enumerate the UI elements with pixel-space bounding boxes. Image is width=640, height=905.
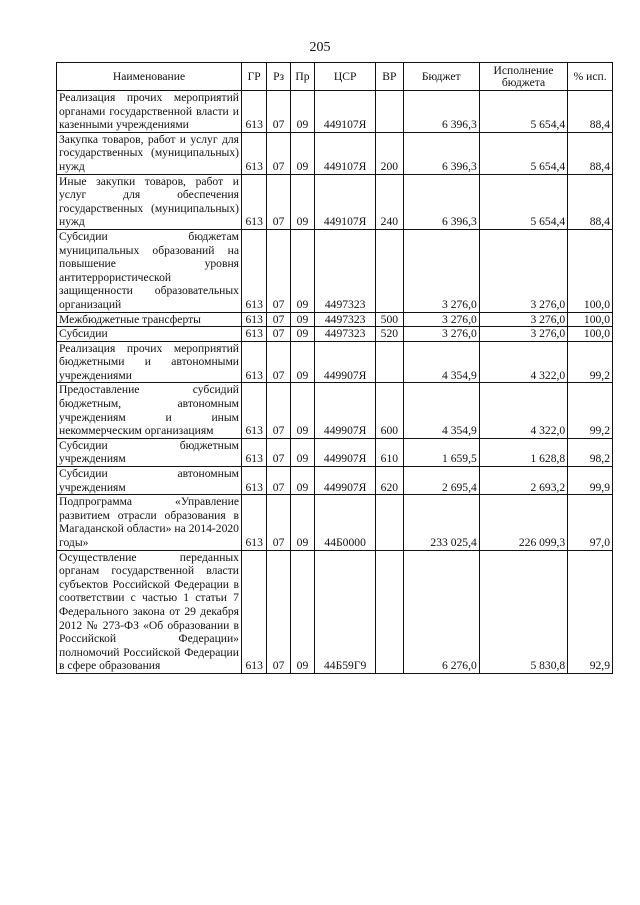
row-rz: 07 xyxy=(267,229,290,312)
row-pr: 09 xyxy=(290,312,314,327)
row-gr: 613 xyxy=(241,550,266,673)
row-execution: 3 276,0 xyxy=(479,312,567,327)
row-rz: 07 xyxy=(267,341,290,383)
row-budget: 1 659,5 xyxy=(403,438,479,466)
row-percent: 100,0 xyxy=(568,327,613,342)
row-vr: 520 xyxy=(376,327,403,342)
header-execution: Исполнение бюджета xyxy=(479,63,567,91)
row-name: Субсидии автономным учреждениям xyxy=(57,467,242,495)
row-execution: 3 276,0 xyxy=(479,327,567,342)
row-execution: 226 099,3 xyxy=(479,495,567,550)
row-rz: 07 xyxy=(267,550,290,673)
row-vr xyxy=(376,229,403,312)
row-name: Субсидии бюджетным учреждениям xyxy=(57,438,242,466)
row-name: Закупка товаров, работ и услуг для государственных (муниципальных) нужд xyxy=(57,132,242,174)
row-csr: 449907Я xyxy=(315,438,376,466)
row-gr: 613 xyxy=(241,174,266,229)
row-rz: 07 xyxy=(267,467,290,495)
row-vr xyxy=(376,341,403,383)
row-rz: 07 xyxy=(267,312,290,327)
row-percent: 99,9 xyxy=(568,467,613,495)
row-gr: 613 xyxy=(241,341,266,383)
row-gr: 613 xyxy=(241,383,266,438)
row-name: Иные закупки товаров, работ и услуг для обеспечения государственных (муниципальных) нужд xyxy=(57,174,242,229)
header-rz: Рз xyxy=(267,63,290,91)
row-pr: 09 xyxy=(290,132,314,174)
row-vr: 610 xyxy=(376,438,403,466)
row-execution: 5 654,4 xyxy=(479,174,567,229)
row-csr: 44Б0000 xyxy=(315,495,376,550)
row-rz: 07 xyxy=(267,495,290,550)
row-pr: 09 xyxy=(290,495,314,550)
row-csr: 449907Я xyxy=(315,341,376,383)
row-name: Реализация прочих мероприятий органами государственной власти и казенными учреждениями xyxy=(57,91,242,133)
table-row xyxy=(57,550,613,673)
row-execution: 3 276,0 xyxy=(479,229,567,312)
row-percent: 92,9 xyxy=(568,550,613,673)
row-gr: 613 xyxy=(241,229,266,312)
row-name: Подпрограмма «Управление развитием отрасли образования в Магаданской области» на 2014-2020 годы» xyxy=(57,495,242,550)
table-row xyxy=(57,341,613,383)
row-rz: 07 xyxy=(267,383,290,438)
table-row xyxy=(57,312,613,327)
row-budget: 6 276,0 xyxy=(403,550,479,673)
row-vr: 200 xyxy=(376,132,403,174)
page-number: 205 xyxy=(309,40,331,55)
header-gr: ГР xyxy=(241,63,266,91)
table-header-row xyxy=(57,63,613,91)
row-percent: 100,0 xyxy=(568,312,613,327)
row-percent: 97,0 xyxy=(568,495,613,550)
row-execution: 5 830,8 xyxy=(479,550,567,673)
row-execution: 5 654,4 xyxy=(479,91,567,133)
header-name: Наименование xyxy=(57,63,242,91)
row-rz: 07 xyxy=(267,91,290,133)
table-row xyxy=(57,383,613,438)
row-budget: 3 276,0 xyxy=(403,229,479,312)
row-budget: 3 276,0 xyxy=(403,312,479,327)
table-row xyxy=(57,132,613,174)
row-csr: 449907Я xyxy=(315,467,376,495)
row-name: Субсидии бюджетам муниципальных образований на повышение уровня антитеррористической защищенности образовательных организаций xyxy=(57,229,242,312)
row-pr: 09 xyxy=(290,383,314,438)
row-percent: 88,4 xyxy=(568,91,613,133)
row-vr: 500 xyxy=(376,312,403,327)
row-gr: 613 xyxy=(241,495,266,550)
row-budget: 3 276,0 xyxy=(403,327,479,342)
row-name: Субсидии xyxy=(57,327,242,342)
table-row xyxy=(57,327,613,342)
row-budget: 233 025,4 xyxy=(403,495,479,550)
row-csr: 4497323 xyxy=(315,327,376,342)
row-gr: 613 xyxy=(241,438,266,466)
row-percent: 98,2 xyxy=(568,438,613,466)
header-vr: ВР xyxy=(376,63,403,91)
row-name: Межбюджетные трансферты xyxy=(57,312,242,327)
row-execution: 2 693,2 xyxy=(479,467,567,495)
row-name: Реализация прочих мероприятий бюджетными и автономными учреждениями xyxy=(57,341,242,383)
row-rz: 07 xyxy=(267,174,290,229)
row-csr: 449107Я xyxy=(315,132,376,174)
row-pr: 09 xyxy=(290,341,314,383)
row-execution: 5 654,4 xyxy=(479,132,567,174)
row-csr: 449107Я xyxy=(315,174,376,229)
row-pr: 09 xyxy=(290,438,314,466)
row-vr xyxy=(376,550,403,673)
row-vr: 240 xyxy=(376,174,403,229)
row-budget: 4 354,9 xyxy=(403,383,479,438)
row-pr: 09 xyxy=(290,229,314,312)
row-gr: 613 xyxy=(241,91,266,133)
row-percent: 88,4 xyxy=(568,132,613,174)
header-percent: % исп. xyxy=(568,63,613,91)
row-csr: 449107Я xyxy=(315,91,376,133)
row-pr: 09 xyxy=(290,327,314,342)
row-execution: 4 322,0 xyxy=(479,341,567,383)
row-percent: 99,2 xyxy=(568,341,613,383)
row-budget: 4 354,9 xyxy=(403,341,479,383)
row-gr: 613 xyxy=(241,312,266,327)
row-pr: 09 xyxy=(290,91,314,133)
row-csr: 44Б59Г9 xyxy=(315,550,376,673)
row-vr: 600 xyxy=(376,383,403,438)
row-pr: 09 xyxy=(290,467,314,495)
row-budget: 2 695,4 xyxy=(403,467,479,495)
row-rz: 07 xyxy=(267,327,290,342)
row-name: Предоставление субсидий бюджетным, автономным учреждениям и иным некоммерческим организациям xyxy=(57,383,242,438)
budget-table xyxy=(56,62,613,674)
row-csr: 4497323 xyxy=(315,312,376,327)
table-row xyxy=(57,467,613,495)
row-vr: 620 xyxy=(376,467,403,495)
row-vr xyxy=(376,495,403,550)
row-rz: 07 xyxy=(267,132,290,174)
row-gr: 613 xyxy=(241,132,266,174)
row-rz: 07 xyxy=(267,438,290,466)
row-budget: 6 396,3 xyxy=(403,174,479,229)
row-budget: 6 396,3 xyxy=(403,132,479,174)
table-row xyxy=(57,229,613,312)
row-pr: 09 xyxy=(290,174,314,229)
row-csr: 449907Я xyxy=(315,383,376,438)
row-gr: 613 xyxy=(241,467,266,495)
row-execution: 4 322,0 xyxy=(479,383,567,438)
header-pr: Пр xyxy=(290,63,314,91)
row-percent: 88,4 xyxy=(568,174,613,229)
row-execution: 1 628,8 xyxy=(479,438,567,466)
header-budget: Бюджет xyxy=(403,63,479,91)
row-pr: 09 xyxy=(290,550,314,673)
row-gr: 613 xyxy=(241,327,266,342)
row-csr: 4497323 xyxy=(315,229,376,312)
row-vr xyxy=(376,91,403,133)
table-row xyxy=(57,91,613,133)
table-row xyxy=(57,495,613,550)
table-row xyxy=(57,438,613,466)
table-row xyxy=(57,174,613,229)
row-budget: 6 396,3 xyxy=(403,91,479,133)
row-percent: 99,2 xyxy=(568,383,613,438)
row-name: Осуществление переданных органам государственной власти субъектов Российской Федерации в соответствии с частью 1 статьи 7 Федерального закона от 29 декабря 2012 № 273-ФЗ «Об образовании в Российской Федерации» полномочий Российской Федерации в сфере образования xyxy=(57,550,242,673)
row-percent: 100,0 xyxy=(568,229,613,312)
header-csr: ЦСР xyxy=(315,63,376,91)
